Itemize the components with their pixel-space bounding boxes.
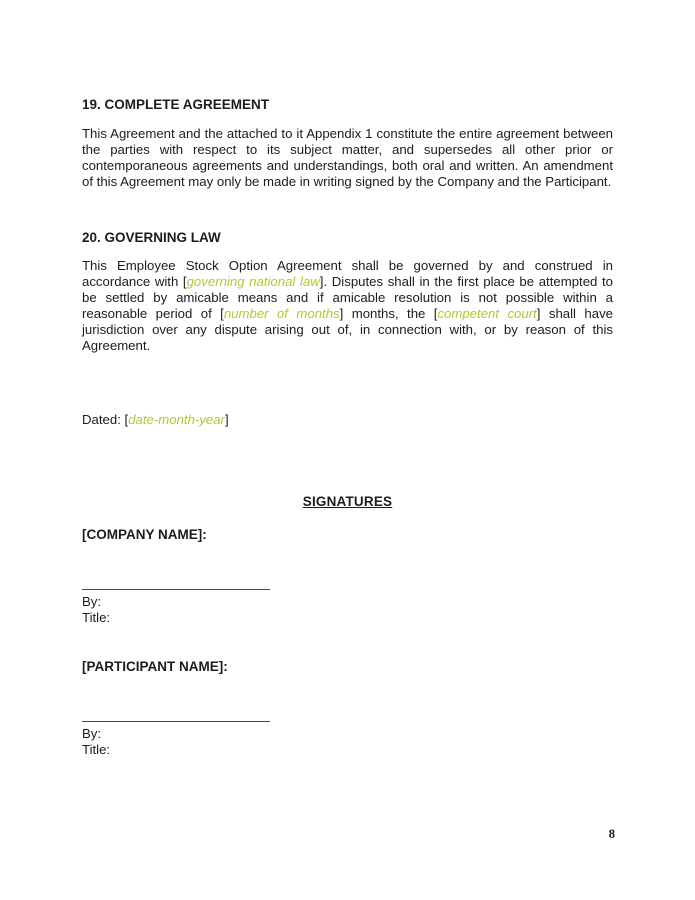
section-19-body: This Agreement and the attached to it Appendix 1 constitute the entire agreement between the parties with respect to its subject matter, and supersedes all other prior or contemporaneous agreements and understandings, both oral and written. An amendment of this Agreement may only be made in writing signed by the Company and the Participant.: [82, 126, 613, 189]
placeholder-number-of-months: number of months: [223, 305, 340, 321]
page-number: 8: [608, 827, 615, 841]
company-name-label: [COMPANY NAME]:: [82, 527, 207, 542]
participant-title-label: Title:: [82, 742, 111, 757]
placeholder-governing-national-law: governing national law: [186, 273, 320, 289]
participant-name-label: [PARTICIPANT NAME]:: [82, 659, 228, 674]
company-signature-line: [82, 589, 270, 590]
company-by-label: By:: [82, 594, 102, 609]
section-20-text-2: ]. Disputes shall in the first place be attempted to be settled by amicable means and if amicable resolution is not possible within a reasonable period of [: [82, 273, 614, 321]
section-20-body: [82, 258, 613, 353]
placeholder-competent-court: competent court: [437, 305, 537, 321]
section-20-text-4: ] shall have jurisdiction over any dispute arising out of, in connection with, or by reason of this Agreement.: [82, 305, 613, 353]
section-20-text-1: This Employee Stock Option Agreement shall be governed by and construed in accordance with [: [82, 258, 613, 289]
section-20-text-3: ] months, the [: [339, 305, 438, 321]
signatures-heading: SIGNATURES: [302, 494, 393, 509]
participant-by-label: By:: [82, 726, 102, 741]
participant-signature-line: [82, 721, 270, 722]
dated-close-bracket: ]: [224, 412, 229, 427]
dated-line: [82, 412, 613, 428]
section-19-heading: 19. COMPLETE AGREEMENT: [82, 97, 270, 112]
company-title-label: Title:: [82, 610, 111, 625]
dated-label: Dated: [: [82, 412, 129, 427]
section-20-heading: 20. GOVERNING LAW: [82, 230, 221, 245]
placeholder-date-month-year: date-month-year: [128, 412, 225, 427]
